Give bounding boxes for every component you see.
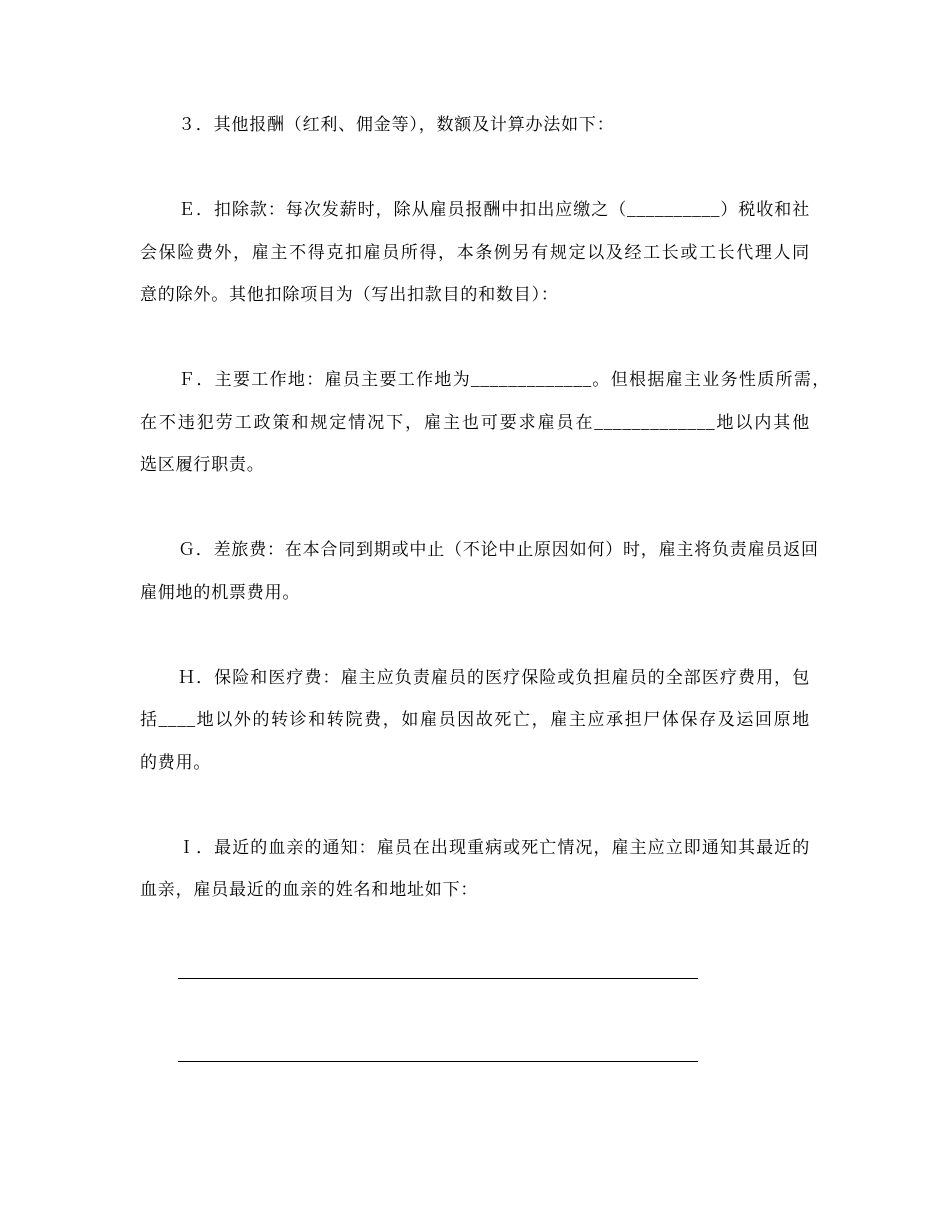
clause-i-line-2: 血亲，雇员最近的血亲的姓名和地址如下： [140,880,479,899]
clause-i-line-1: Ｉ．最近的血亲的通知：雇员在出现重病或死亡情况，雇主应立即通知其最近的 [178,837,810,857]
clause-f-line-2: 在不违犯劳工政策和规定情况下，雇主也可要求雇员在_____________地以内其他 [140,412,810,432]
clause-h-line-1: Ｈ．保险和医疗费：雇主应负责雇员的医疗保险或负担雇员的全部医疗费用，包 [178,667,810,687]
clause-3-other-remuneration [140,104,830,147]
next-of-kin-blank-line-2 [178,1061,698,1062]
clause-e-line-2: 会保险费外，雇主不得克扣雇员所得，本条例另有规定以及经工长或工长代理人同 [140,242,810,262]
clause-e-line-1: Ｅ．扣除款：每次发薪时，除从雇员报酬中扣出应缴之（__________）税收和社 [178,200,810,219]
clause-g-line-2: 雇佣地的机票费用。 [140,582,301,602]
clause-e-line-3: 意的除外。其他扣除项目为（写出扣款目的和数目）： [140,285,559,304]
clause-3-line-1: ３．其他报酬（红利、佣金等），数额及计算办法如下： [178,115,615,134]
clause-i-next-of-kin [140,827,830,912]
next-of-kin-blank-line-1 [178,978,698,979]
clause-g-line-1: Ｇ．差旅费：在本合同到期或中止（不论中止原因如何）时，雇主将负责雇员返回 [178,540,819,559]
clause-h-line-3: 的费用。 [140,752,212,772]
clause-h-line-2: 括____地以外的转诊和转院费，如雇员因故死亡，雇主应承担尸体保存及运回原地 [140,710,810,729]
clause-h-insurance-medical [140,657,830,785]
clause-f-line-3: 选区履行职责。 [140,455,265,474]
clause-f-line-1: Ｆ．主要工作地：雇员主要工作地为_____________。但根据雇主业务性质所需， [178,370,830,389]
clause-f-workplace [140,359,830,487]
clause-e-deductions [140,189,830,317]
document-body [140,104,830,954]
clause-g-travel-expenses [140,529,830,614]
